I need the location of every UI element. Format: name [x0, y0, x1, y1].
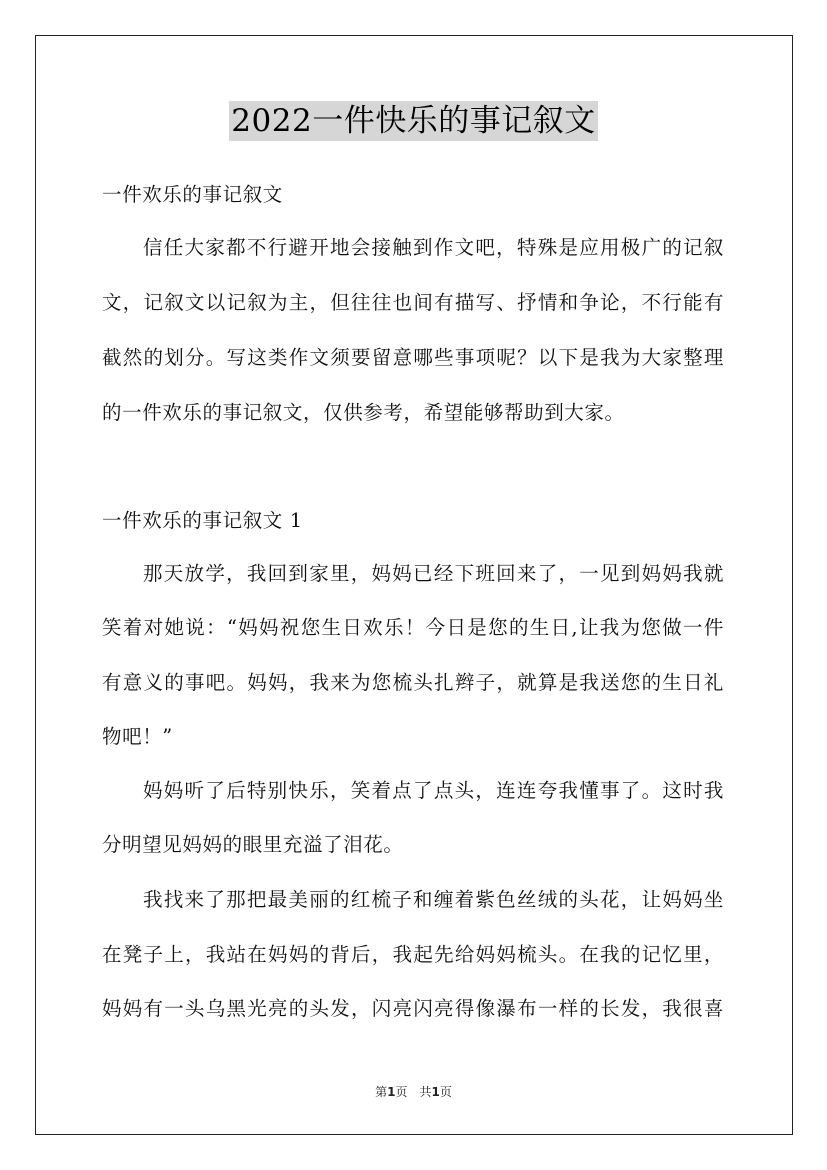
- paragraph-line: 分明望见妈妈的眼里充溢了泪花。: [102, 833, 404, 856]
- paragraph-line: 那天放学，我回到家里，妈妈已经下班回来了，一见到妈妈我就: [143, 562, 724, 585]
- page-total: 1: [431, 1085, 440, 1099]
- title-container: [0, 101, 827, 141]
- paragraph-line: 有意义的事吧。妈妈，我来为您梳头扎辫子，就算是我送您的生日礼: [102, 671, 724, 694]
- paragraph-line: 妈妈有一头乌黑光亮的头发，闪亮闪亮得像瀑布一样的长发，我很喜: [102, 997, 724, 1020]
- paragraph-line: 物吧！”: [102, 725, 173, 748]
- page-number: 1: [387, 1085, 396, 1099]
- paragraph-line: 笑着对她说：“妈妈祝您生日欢乐！今日是您的生日,让我为您做一件: [102, 616, 724, 639]
- page-footer: [0, 1083, 827, 1100]
- footer-mid: 页 共: [395, 1085, 432, 1099]
- paragraph-line: 文，记叙文以记叙为主，但往往也间有描写、抒情和争论，不行能有: [102, 291, 724, 314]
- section-heading: 一件欢乐的事记叙文: [102, 183, 283, 206]
- paragraph-line: 在凳子上，我站在妈妈的背后，我起先给妈妈梳头。在我的记忆里，: [102, 943, 724, 966]
- paragraph-line: 妈妈听了后特别快乐，笑着点了点头，连连夸我懂事了。这时我: [143, 779, 724, 802]
- paragraph-line: 我找来了那把最美丽的红梳子和缠着紫色丝绒的头花，让妈妈坐: [143, 888, 724, 911]
- paragraph-line: 信任大家都不行避开地会接触到作文吧，特殊是应用极广的记叙: [143, 236, 724, 259]
- paragraph-line: 的一件欢乐的事记叙文，仅供参考，希望能够帮助到大家。: [102, 401, 625, 424]
- section-heading: 一件欢乐的事记叙文 1: [102, 509, 303, 532]
- paragraph-line: 截然的划分。写这类作文须要留意哪些事项呢？以下是我为大家整理: [102, 346, 724, 369]
- footer-suffix: 页: [439, 1085, 452, 1099]
- footer-prefix: 第: [375, 1085, 388, 1099]
- document-title: 2022一件快乐的事记叙文: [231, 103, 596, 139]
